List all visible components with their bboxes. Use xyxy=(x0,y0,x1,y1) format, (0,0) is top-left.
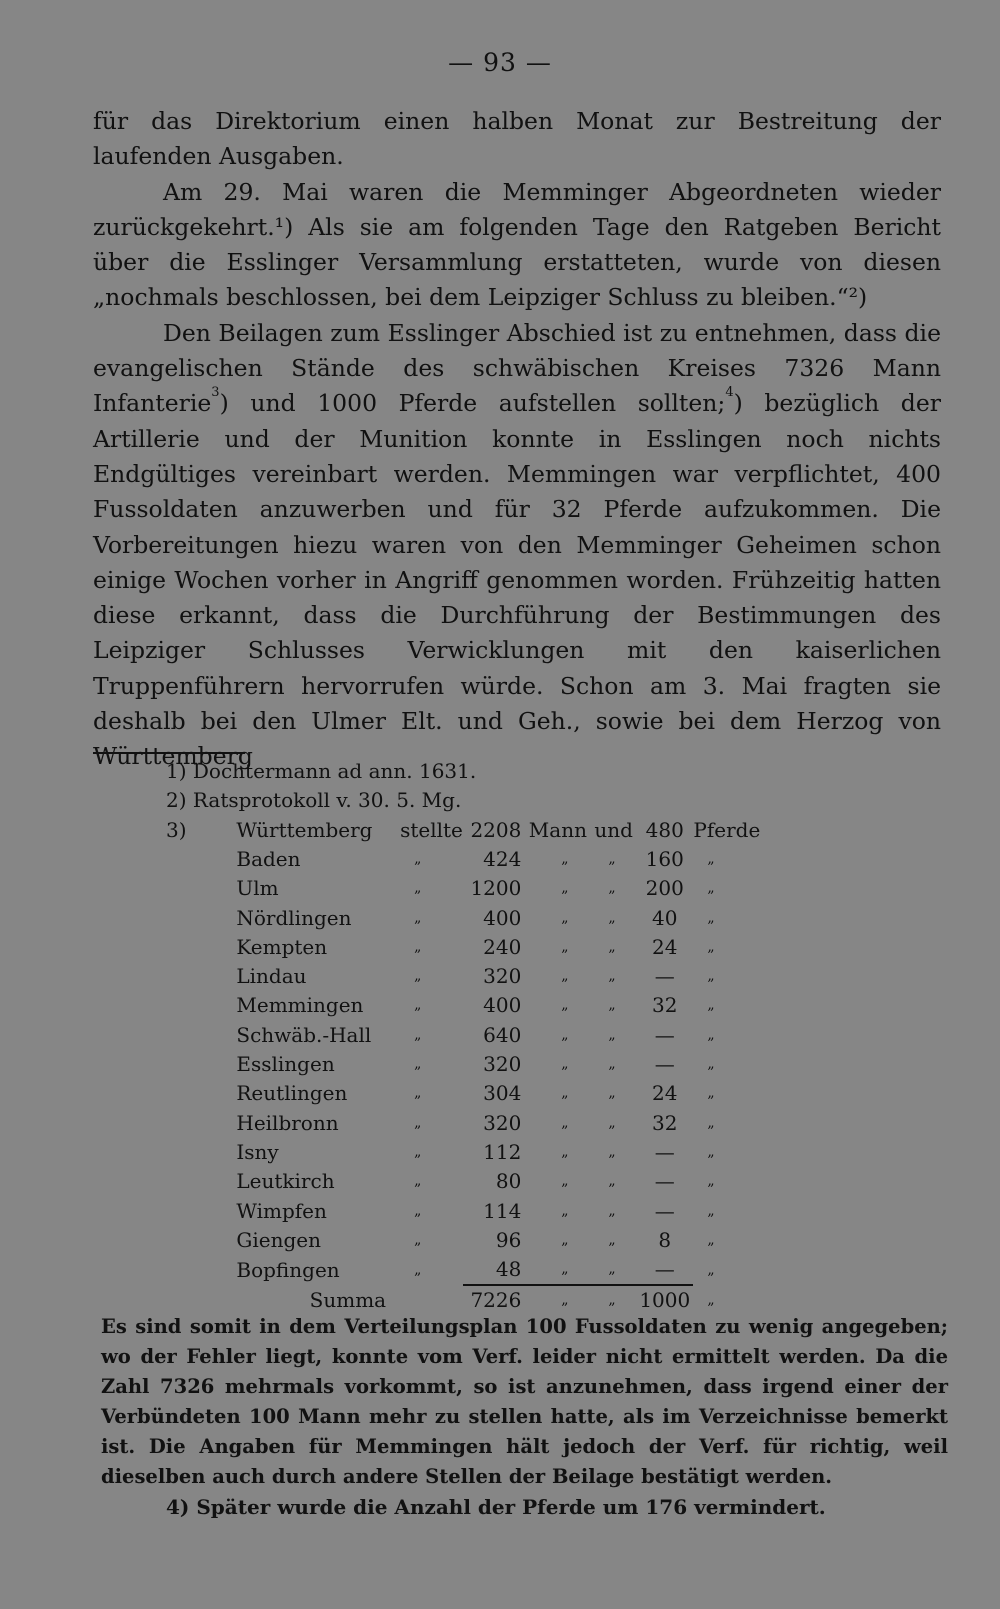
table-row xyxy=(166,1225,776,1254)
footnote-3-marker xyxy=(166,991,232,1020)
table-row xyxy=(166,1108,776,1137)
verb-cell: „ xyxy=(414,1026,422,1043)
table-row xyxy=(166,874,776,903)
pferde-cell: Pferde xyxy=(693,817,761,842)
pferde-cell: „ xyxy=(707,1231,715,1248)
mann-cell: Mann xyxy=(528,817,587,842)
footnote-3-marker: 3) xyxy=(166,817,187,842)
mann-cell: „ xyxy=(561,1202,569,1219)
men-cell: 320 xyxy=(483,964,522,989)
horses-cell: 24 xyxy=(652,1081,678,1106)
footnote-3-marker xyxy=(166,844,232,873)
pferde-cell: „ xyxy=(707,850,715,867)
men-cell: 320 xyxy=(483,1052,522,1077)
pferde-cell: „ xyxy=(707,1056,715,1073)
footnote-3-marker xyxy=(166,1020,232,1049)
horses-cell: 32 xyxy=(652,993,678,1018)
pferde-cell: „ xyxy=(707,1143,715,1160)
und-cell: „ xyxy=(608,1173,616,1190)
und-cell: „ xyxy=(608,909,616,926)
place-cell: Reutlingen xyxy=(236,1081,348,1106)
place-cell: Nördlingen xyxy=(236,905,352,930)
verb-cell: „ xyxy=(414,850,422,867)
pferde-cell: „ xyxy=(707,880,715,897)
men-cell: 96 xyxy=(495,1227,522,1252)
horses-cell: 160 xyxy=(645,846,684,871)
pferde-cell: „ xyxy=(707,1261,715,1278)
place-cell: Giengen xyxy=(236,1227,321,1252)
mann-cell: „ xyxy=(561,938,569,955)
und-cell: „ xyxy=(608,1143,616,1160)
summa-horses: 1000 xyxy=(636,1285,693,1315)
page-number: — 93 — xyxy=(448,48,552,77)
footnote-1: 1) Dochtermann ad ann. 1631. xyxy=(166,759,477,783)
verb-cell: stellte xyxy=(400,817,463,842)
summa-mann: „ xyxy=(521,1285,594,1315)
footnote-3-marker xyxy=(166,1079,232,1108)
table-row xyxy=(166,1137,776,1166)
mann-cell: „ xyxy=(561,968,569,985)
horses-cell: — xyxy=(654,1257,675,1282)
table-row xyxy=(166,1020,776,1049)
und-cell: „ xyxy=(608,850,616,867)
place-cell: Schwäb.-Hall xyxy=(236,1022,372,1047)
footnote-3-marker xyxy=(166,1137,232,1166)
mann-cell: „ xyxy=(561,1114,569,1131)
men-cell: 400 xyxy=(483,905,522,930)
table-row xyxy=(166,815,776,844)
table-row xyxy=(166,1254,776,1284)
verb-cell: „ xyxy=(414,1261,422,1278)
verb-cell: „ xyxy=(414,1085,422,1102)
horses-cell: — xyxy=(654,1022,675,1047)
men-cell: 114 xyxy=(483,1198,522,1223)
und-cell: „ xyxy=(608,1085,616,1102)
place-cell: Ulm xyxy=(236,876,279,901)
footnote-ref-4[interactable]: 4 xyxy=(725,385,734,401)
place-cell: Kempten xyxy=(236,934,328,959)
horses-cell: — xyxy=(654,1139,675,1164)
summa-men: 7226 xyxy=(463,1285,521,1315)
place-cell: Memmingen xyxy=(236,993,364,1018)
footnote-4: 4) Später wurde die Anzahl der Pferde um 176 vermindert. xyxy=(166,1495,826,1519)
summa-spacer xyxy=(400,1285,463,1315)
horses-cell: — xyxy=(654,1052,675,1077)
place-cell: Isny xyxy=(236,1139,279,1164)
men-cell: 1200 xyxy=(470,876,522,901)
mann-cell: „ xyxy=(561,1085,569,1102)
mann-cell: „ xyxy=(561,1143,569,1160)
footnote-3-marker xyxy=(166,1254,232,1284)
men-cell: 112 xyxy=(483,1139,522,1164)
horses-cell: 32 xyxy=(652,1110,678,1135)
verb-cell: „ xyxy=(414,938,422,955)
und-cell: „ xyxy=(608,1056,616,1073)
footnote-3-marker xyxy=(166,1225,232,1254)
place-cell: Württemberg xyxy=(236,817,373,842)
und-cell: „ xyxy=(608,1202,616,1219)
place-cell: Heilbronn xyxy=(236,1110,339,1135)
men-cell: 640 xyxy=(483,1022,522,1047)
und-cell: und xyxy=(594,817,633,842)
footnote-separator xyxy=(93,752,245,754)
verb-cell: „ xyxy=(414,1143,422,1160)
table-row xyxy=(166,1079,776,1108)
table-row xyxy=(166,1049,776,1078)
horses-cell: — xyxy=(654,964,675,989)
mann-cell: „ xyxy=(561,1056,569,1073)
summa-und: „ xyxy=(594,1285,636,1315)
horses-cell: 200 xyxy=(645,876,684,901)
mann-cell: „ xyxy=(561,1026,569,1043)
horses-cell: 480 xyxy=(645,817,684,842)
place-cell: Leutkirch xyxy=(236,1169,335,1194)
mann-cell: „ xyxy=(561,1261,569,1278)
footnote-3-marker xyxy=(166,1196,232,1225)
men-cell: 424 xyxy=(483,846,522,871)
paragraph-3-part-1: Den Beilagen zum Esslinger Abschied ist zu entnehmen, dass die evangelischen Stände des schwäbischen Kreises 7326 Mann Infanterie xyxy=(93,318,941,418)
men-cell: 80 xyxy=(495,1169,522,1194)
pferde-cell: „ xyxy=(707,1026,715,1043)
horses-cell: 8 xyxy=(658,1227,672,1252)
table-row xyxy=(166,991,776,1020)
und-cell: „ xyxy=(608,880,616,897)
verb-cell: „ xyxy=(414,968,422,985)
paragraph-3 xyxy=(93,316,941,775)
und-cell: „ xyxy=(608,1231,616,1248)
footnote-3-table xyxy=(166,815,776,1315)
summa-label: Summa xyxy=(309,1287,387,1312)
footnote-3-marker xyxy=(166,961,232,990)
und-cell: „ xyxy=(608,1114,616,1131)
pferde-cell: „ xyxy=(707,968,715,985)
paragraph-2: Am 29. Mai waren die Memminger Abgeordneten wieder zurückgekehrt.¹) Als sie am folgenden Tage den Ratgeben Bericht über die Esslinger Versammlung erstatteten, wurde von diesen „nochmals beschlossen, bei dem Leipziger Schluss zu bleiben.“²) xyxy=(93,177,941,312)
table-row xyxy=(166,903,776,932)
table-row xyxy=(166,932,776,961)
table-row xyxy=(166,961,776,990)
footnote-ref-3[interactable]: 3 xyxy=(211,385,220,401)
table-row xyxy=(166,1167,776,1196)
mann-cell: „ xyxy=(561,850,569,867)
footnote-3-marker xyxy=(166,1167,232,1196)
und-cell: „ xyxy=(608,997,616,1014)
footnote-3-marker xyxy=(166,932,232,961)
pferde-cell: „ xyxy=(707,1202,715,1219)
mann-cell: „ xyxy=(561,997,569,1014)
summa-spacer xyxy=(166,1285,232,1315)
verb-cell: „ xyxy=(414,997,422,1014)
pferde-cell: „ xyxy=(707,997,715,1014)
paragraph-1: für das Direktorium einen halben Monat zur Bestreitung der laufenden Ausgaben. xyxy=(93,107,941,171)
mann-cell: „ xyxy=(561,1173,569,1190)
mann-cell: „ xyxy=(561,1231,569,1248)
horses-cell: — xyxy=(654,1198,675,1223)
paragraph-3-part-3: ) bezüglich der Artillerie und der Munition konnte in Esslingen noch nichts Endgültiges vereinbart werden. Memmingen war verpflichtet, 400 Fussoldaten anzuwerben und für 32 Pferde aufzukommen. Die Vorbereitungen hiezu waren von den Memminger Geheimen schon einige Wochen vorher in Angriff genommen worden. Frühzeitig hatten diese erkannt, dass die Durchführung der Bestimmungen des Leipziger Schlusses Verwicklungen mit den kaiserlichen Truppenführern hervorrufen würde. Schon am 3. Mai fragten sie deshalb bei den Ulmer Elt. und Geh., sowie bei dem Herzog von Württemberg xyxy=(93,389,941,771)
men-cell: 320 xyxy=(483,1110,522,1135)
verb-cell: „ xyxy=(414,909,422,926)
verb-cell: „ xyxy=(414,880,422,897)
footnote-2: 2) Ratsprotokoll v. 30. 5. Mg. xyxy=(166,788,462,812)
men-cell: 240 xyxy=(483,934,522,959)
mann-cell: „ xyxy=(561,909,569,926)
men-cell: 304 xyxy=(483,1081,522,1106)
pferde-cell: „ xyxy=(707,1173,715,1190)
verb-cell: „ xyxy=(414,1056,422,1073)
pferde-cell: „ xyxy=(707,909,715,926)
horses-cell: 40 xyxy=(652,905,678,930)
place-cell: Bopfingen xyxy=(236,1257,340,1282)
table-row xyxy=(166,1196,776,1225)
und-cell: „ xyxy=(608,938,616,955)
mann-cell: „ xyxy=(561,880,569,897)
pferde-cell: „ xyxy=(707,1085,715,1102)
summa-row xyxy=(166,1285,776,1315)
table-row xyxy=(166,844,776,873)
verb-cell: „ xyxy=(414,1231,422,1248)
place-cell: Wimpfen xyxy=(236,1198,327,1223)
paragraph-3-part-2: ) und 1000 Pferde aufstellen sollten; xyxy=(219,389,726,418)
verb-cell: „ xyxy=(414,1202,422,1219)
footnote-3-marker xyxy=(166,1108,232,1137)
place-cell: Baden xyxy=(236,846,301,871)
summa-pferde: „ xyxy=(707,1291,715,1308)
place-cell: Esslingen xyxy=(236,1052,335,1077)
men-cell: 48 xyxy=(495,1257,522,1282)
und-cell: „ xyxy=(608,968,616,985)
verb-cell: „ xyxy=(414,1114,422,1131)
horses-cell: 24 xyxy=(652,934,678,959)
horses-cell: — xyxy=(654,1169,675,1194)
pferde-cell: „ xyxy=(707,938,715,955)
footnote-3-marker xyxy=(166,1049,232,1078)
place-cell: Lindau xyxy=(236,964,307,989)
main-text xyxy=(93,104,941,775)
men-cell: 400 xyxy=(483,993,522,1018)
verb-cell: „ xyxy=(414,1173,422,1190)
pferde-cell: „ xyxy=(707,1114,715,1131)
men-cell: 2208 xyxy=(470,817,522,842)
footnote-3-marker xyxy=(166,903,232,932)
und-cell: „ xyxy=(608,1026,616,1043)
footnote-3-note: Es sind somit in dem Verteilungsplan 100 Fussoldaten zu wenig angegeben; wo der Fehler liegt, konnte vom Verf. leider nicht ermittelt werden. Da die Zahl 7326 mehrmals vorkommt, so ist anzunehmen, dass irgend einer der Verbündeten 100 Mann mehr zu stellen hatte, als im Verzeichnisse bemerkt ist. Die Angaben für Memmingen hält jedoch der Verf. für richtig, weil dieselben auch durch andere Stellen der Beilage bestätigt werden. xyxy=(101,1315,948,1488)
und-cell: „ xyxy=(608,1261,616,1278)
footnote-3-marker xyxy=(166,874,232,903)
